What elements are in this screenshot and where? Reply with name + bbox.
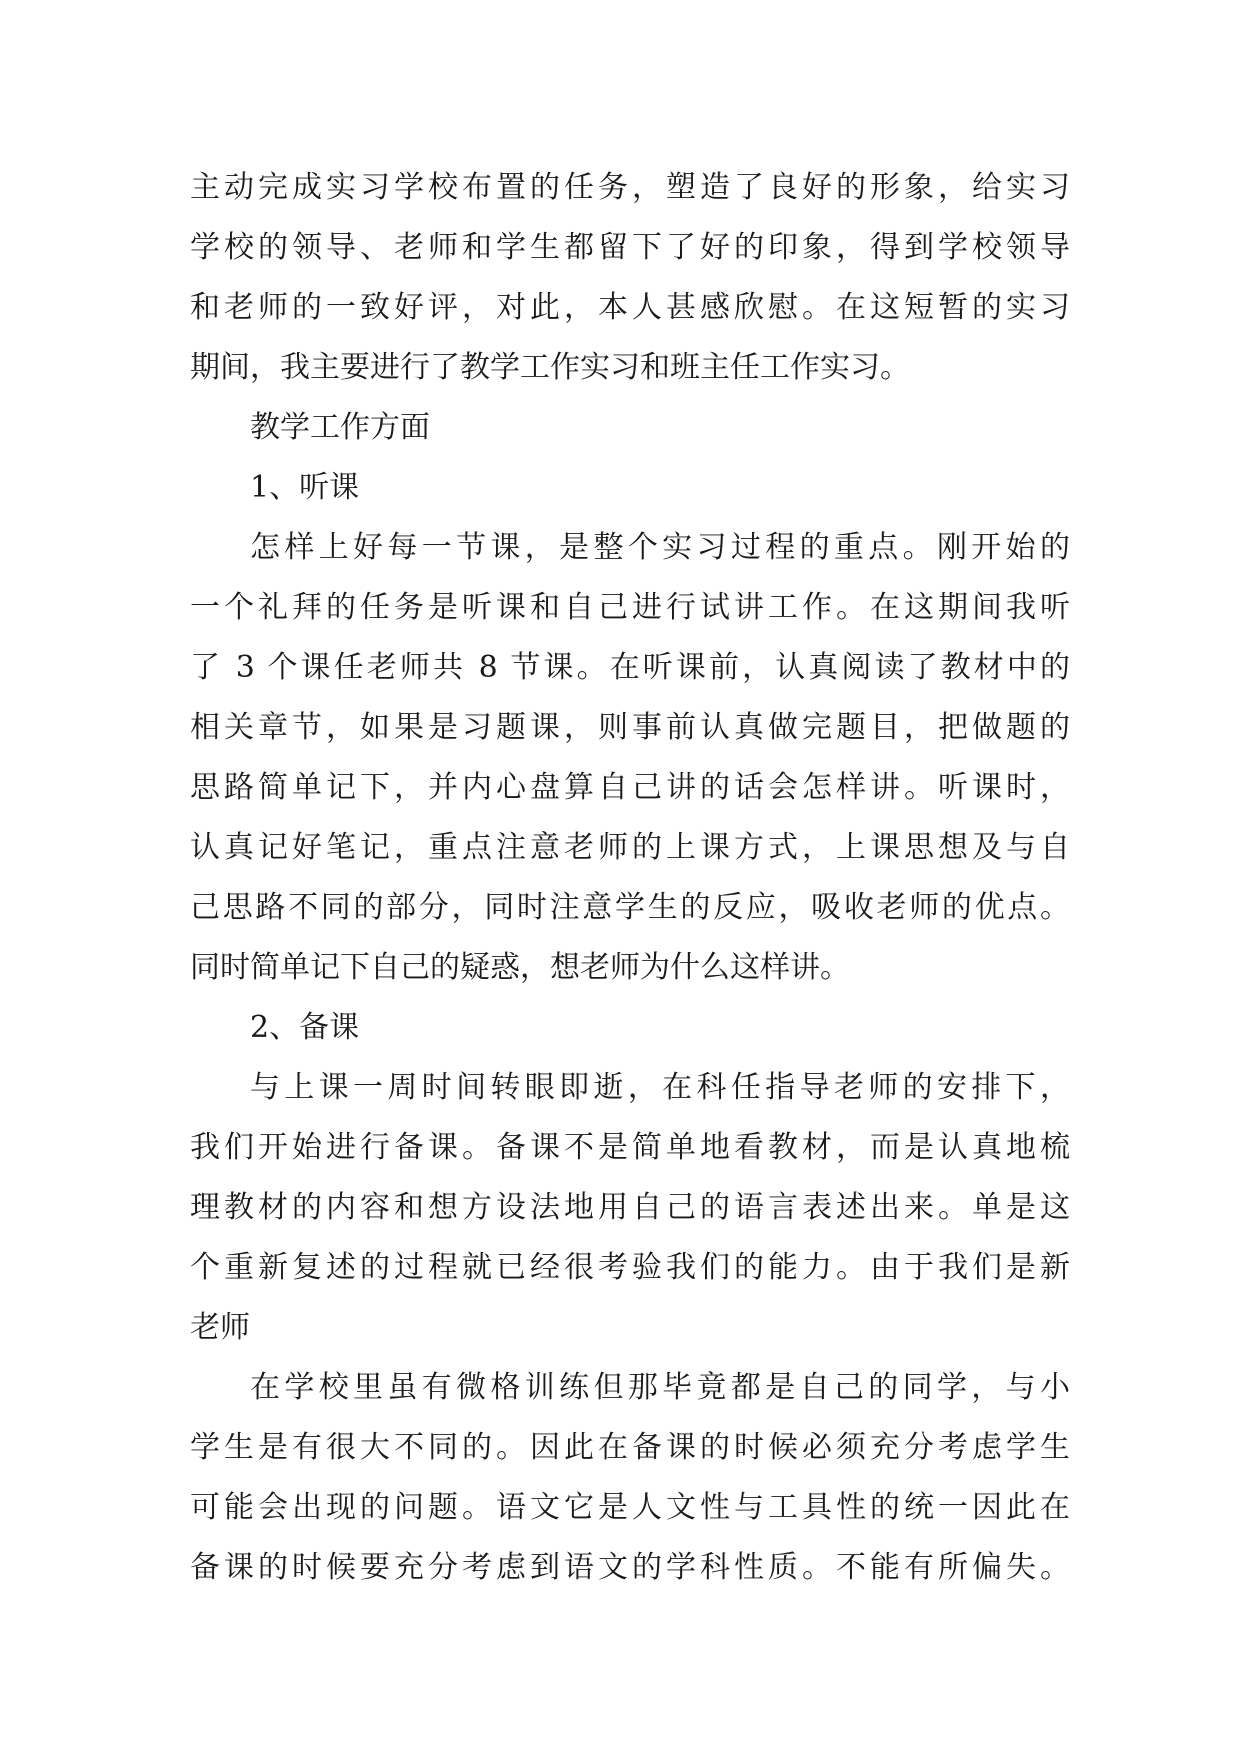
text-line: 同时简单记下自己的疑惑，想老师为什么这样讲。 [190,950,850,985]
text-line: 与上课一周时间转眼即逝，在科任指导老师的安排下， [250,1070,1070,1105]
subsection-heading: 2、备课 [250,1010,360,1045]
text-line: 在学校里虽有微格训练但那毕竟都是自己的同学，与小 [250,1370,1070,1405]
text-line: 一个礼拜的任务是听课和自己进行试讲工作。在这期间我听 [190,590,1070,625]
text-line: 和老师的一致好评，对此，本人甚感欣慰。在这短暂的实习 [190,290,1070,325]
text-line: 我们开始进行备课。备课不是简单地看教材，而是认真地梳 [190,1130,1070,1165]
text-line: 思路简单记下，并内心盘算自己讲的话会怎样讲。听课时， [190,770,1070,805]
text-line: 个重新复述的过程就已经很考验我们的能力。由于我们是新 [190,1250,1070,1285]
text-line: 学校的领导、老师和学生都留下了好的印象，得到学校领导 [190,230,1070,265]
text-line: 己思路不同的部分，同时注意学生的反应，吸收老师的优点。 [190,890,1070,925]
text-line: 怎样上好每一节课，是整个实习过程的重点。刚开始的 [250,530,1070,565]
text-line: 主动完成实习学校布置的任务，塑造了良好的形象，给实习 [190,170,1070,205]
text-line: 了 3 个课任老师共 8 节课。在听课前，认真阅读了教材中的 [190,650,1070,685]
body-text [190,158,1070,1598]
text-line: 相关章节，如果是习题课，则事前认真做完题目，把做题的 [190,710,1070,745]
subsection-heading: 1、听课 [250,470,360,505]
text-line: 期间，我主要进行了教学工作实习和班主任工作实习。 [190,350,910,385]
text-line: 理教材的内容和想方设法地用自己的语言表述出来。单是这 [190,1190,1070,1225]
text-line: 备课的时候要充分考虑到语文的学科性质。不能有所偏失。 [190,1550,1070,1585]
text-line: 学生是有很大不同的。因此在备课的时候必须充分考虑学生 [190,1430,1070,1465]
section-heading: 教学工作方面 [250,410,430,445]
text-line: 可能会出现的问题。语文它是人文性与工具性的统一因此在 [190,1490,1070,1525]
text-line: 认真记好笔记，重点注意老师的上课方式，上课思想及与自 [190,830,1070,865]
text-line: 老师 [190,1310,250,1345]
